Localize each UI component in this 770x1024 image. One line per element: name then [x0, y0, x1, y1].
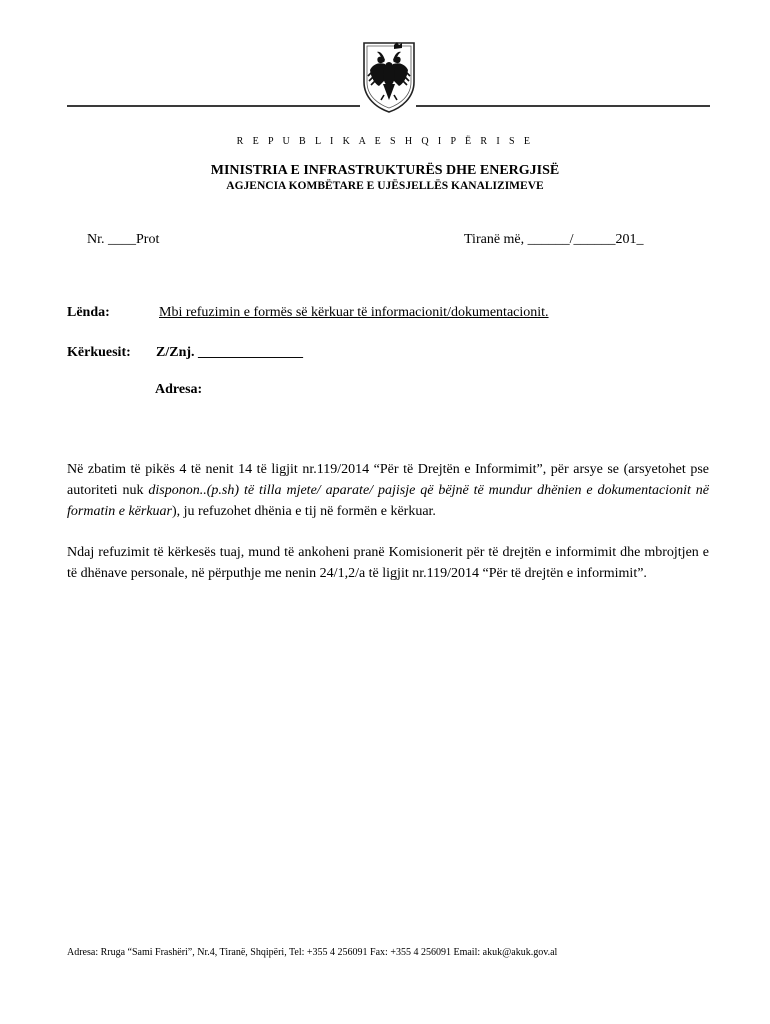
paragraph-refusal-outro: ), ju refuzohet dhënia e tij në formën e kërkuar.: [171, 504, 436, 519]
paragraph-refusal-reason: disponon..(p.sh) të tilla mjete/ aparate/ pajisje që bëjnë të mundur dhënien e dokumentacionit në formatin e kërkuar: [67, 483, 709, 519]
albanian-coat-of-arms-icon: [361, 40, 417, 114]
subject-text: Mbi refuzimin e formës së kërkuar të informacionit/dokumentacionit.: [159, 305, 549, 320]
republic-heading: R E P U B L I K A E S H Q I P Ë R I S E: [236, 136, 534, 147]
header-rule-right: [416, 105, 710, 107]
requester-label: Kërkuesit:: [67, 345, 131, 360]
protocol-number: Nr. ____Prot: [87, 232, 160, 247]
footer-address: Adresa: Rruga “Sami Frashëri”, Nr.4, Tiranë, Shqipëri, Tel: +355 4 256091 Fax: +355 4 256091 Email: akuk@akuk.gov.al: [67, 947, 558, 958]
agency-name: AGJENCIA KOMBËTARE E UJËSJELLËS KANALIZIMEVE: [226, 180, 544, 192]
paragraph-refusal-intro: Në zbatim të pikës 4 të nenit 14 të ligjit nr.119/2014 “Për të Drejtën e Informimit”, për arsye se (arsyetohet pse autoriteti nuk: [67, 462, 709, 498]
paragraph-appeal: Ndaj refuzimit të kërkesës tuaj, mund të ankoheni pranë Komisionerit për të drejtën e informimit dhe mbrojtjen e të dhënave personale, në përputhje me nenin 24/1,2/a të ligjit nr.119/2014 “Për të drejtën e informimit”.: [67, 545, 709, 581]
subject-label: Lënda:: [67, 305, 110, 320]
address-label: Adresa:: [155, 382, 203, 397]
ministry-name: MINISTRIA E INFRASTRUKTURËS DHE ENERGJISË: [210, 163, 560, 178]
header-rule-left: [67, 105, 360, 107]
paragraph-refusal: [67, 459, 709, 522]
requester-value: Z/Znj. _______________: [156, 345, 304, 360]
place-date: Tiranë më, ______/______201_: [464, 232, 644, 247]
